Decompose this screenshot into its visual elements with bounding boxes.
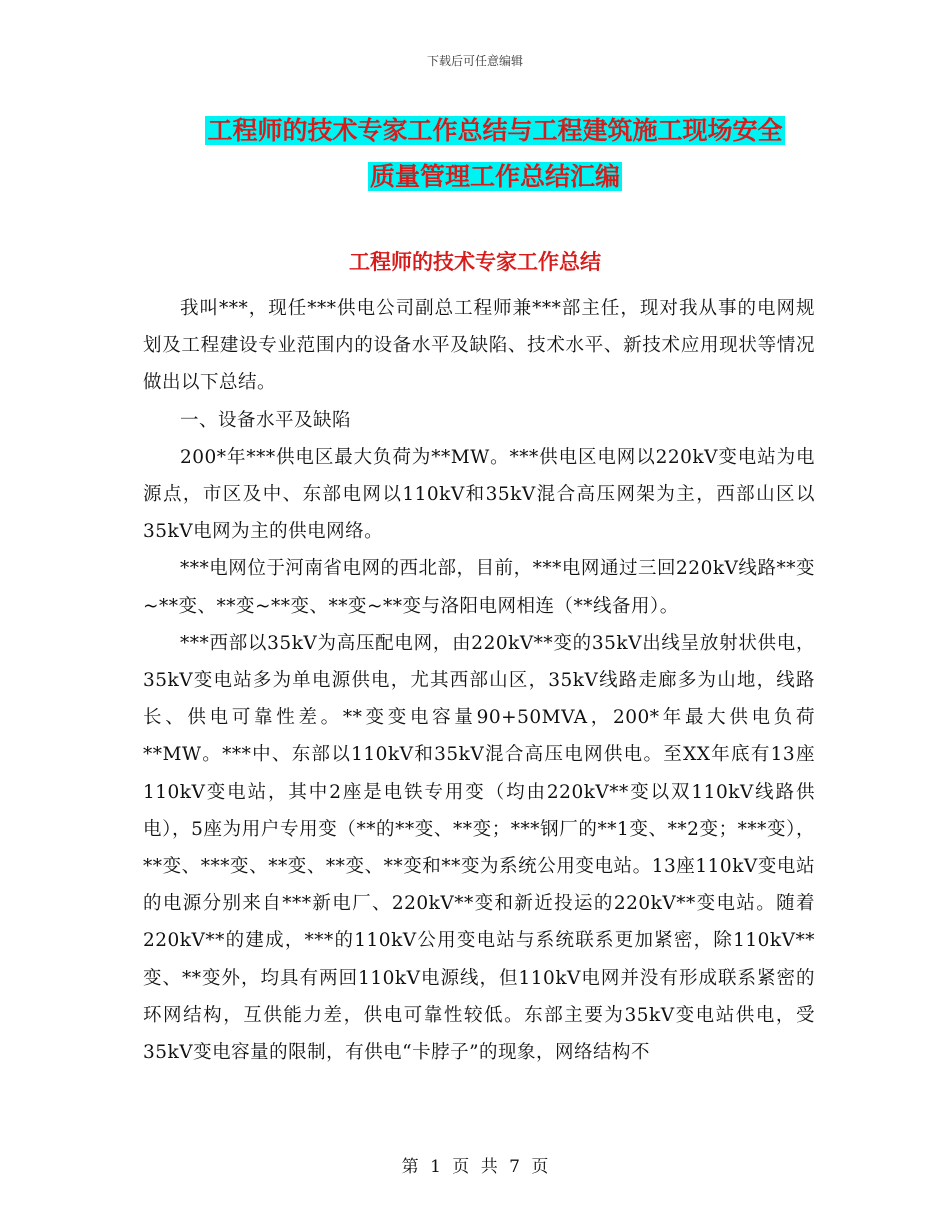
section-title: 工程师的技术专家工作总结	[349, 250, 601, 274]
paragraph-grid-location: ***电网位于河南省电网的西北部，目前，***电网通过三回220kV线路**变~**变、**变~**变、**变~**变与洛阳电网相连（**线备用）。	[143, 558, 815, 617]
main-title-line-2: 质量管理工作总结汇编	[369, 162, 620, 191]
main-title-line-1: 工程师的技术专家工作总结与工程建筑施工现场安全	[207, 116, 783, 145]
document-main-title	[120, 108, 870, 200]
paragraph-load: 200*年***供电区最大负荷为**MW。***供电区电网以220kV变电站为电源点，市区及中、东部电网以110kV和35kV混合高压网架为主，西部山区以35kV电网为主的供电网络。	[143, 446, 815, 543]
document-body	[143, 290, 815, 1071]
paragraph-intro: 我叫***，现任***供电公司副总工程师兼***部主任，现对我从事的电网规划及工程建设专业范围内的设备水平及缺陷、技术水平、新技术应用现状等情况做出以下总结。	[143, 298, 815, 394]
paragraph-heading-equipment: 一、设备水平及缺陷	[180, 409, 352, 431]
header-note: 下载后可任意编辑	[426, 54, 523, 68]
paragraph-grid-structure: ***西部以35kV为高压配电网，由220kV**变的35kV出线呈放射状供电，35kV变电站多为单电源供电，尤其西部山区，35kV线路走廊多为山地，线路长、供电可靠性差。**变变电容量90+50MVA，200*年最大供电负荷**MW。***中、东部以110kV和35kV混合高压电网供电。至XX年底有13座110kV变电站，其中2座是电铁专用变（均由220kV**变以双110kV线路供电），5座为用户专用变（**的**变、**变；***钢厂的**1变、**2变；***变），**变、***变、**变、**变、**变和**变为系统公用变电站。13座110kV变电站的电源分别来自***新电厂、220kV**变和新近投运的220kV**变电站。随着220kV**的建成，***的110kV公用变电站与系统联系更加紧密，除110kV**变、**变外，均具有两回110kV电源线，但110kV电网并没有形成联系紧密的环网结构，互供能力差，供电可靠性较低。东部主要为35kV变电站供电，受35kV变电容量的限制，有供电“卡脖子”的现象，网络结构不	[143, 632, 815, 1064]
page-footer: 第 1 页 共 7 页	[401, 1157, 549, 1177]
